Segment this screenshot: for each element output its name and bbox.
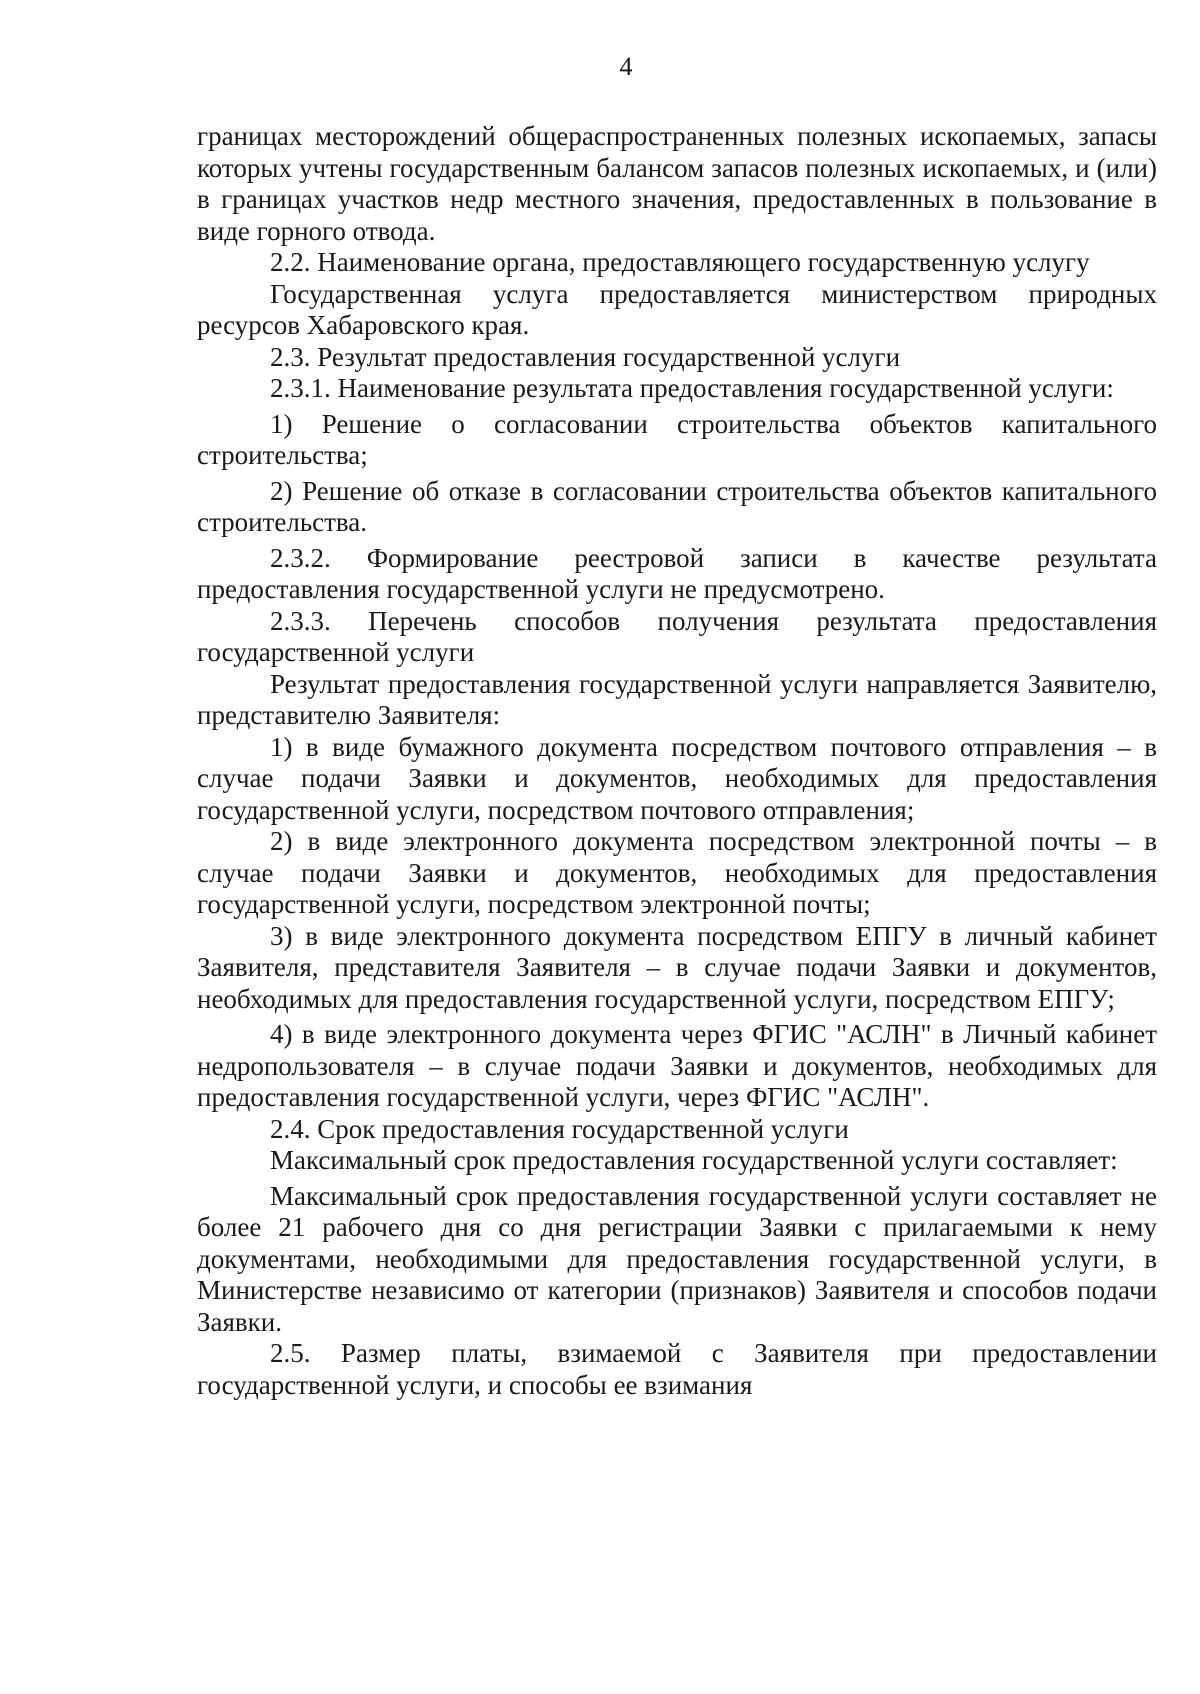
list-item: 2) в виде электронного документа посредством электронной почты – в случае подачи Заявки и документов, необходимых для предоставления государственной услуги, посредством электронной почты; xyxy=(197,826,1157,919)
paragraph: 2.3.3. Перечень способов получения результата предоставления государственной услуги xyxy=(197,605,1157,667)
paragraph: 2.3.1. Наименование результата предоставления государственной услуги: xyxy=(270,373,1114,403)
paragraph: Государственная услуга предоставляется министерством природных ресурсов Хабаровского края. xyxy=(197,278,1157,340)
list-item: 4) в виде электронного документа через ФГИС "АСЛН" в Личный кабинет недропользователя – в случае подачи Заявки и документов, необходимых для предоставления государственной услуги, через ФГИС "АСЛН". xyxy=(197,1019,1157,1112)
paragraph: Максимальный срок предоставления государственной услуги составляет: xyxy=(270,1145,1118,1175)
paragraph: 2.3.2. Формирование реестровой записи в качестве результата предоставления государственной услуги не предусмотрено. xyxy=(197,542,1157,604)
list-item: 1) в виде бумажного документа посредством почтового отправления – в случае подачи Заявки и документов, необходимых для предоставления государственной услуги, посредством почтового отправления; xyxy=(197,731,1157,825)
section-heading-2-3: 2.3. Результат предоставления государственной услуги xyxy=(270,341,901,372)
list-item: 3) в виде электронного документа посредством ЕПГУ в личный кабинет Заявителя, представителя Заявителя – в случае подачи Заявки и документов, необходимых для предоставления государственной услуги, посредством ЕПГУ; xyxy=(197,920,1157,1014)
section-heading-2-4: 2.4. Срок предоставления государственной услуги xyxy=(270,1113,849,1144)
paragraph: Максимальный срок предоставления государственной услуги составляет не более 21 рабочего дня со дня регистрации Заявки с прилагаемыми к нему документами, необходимыми для предоставления государственной услуги, в Министерстве независимо от категории (признаков) Заявителя и способов подачи Заявки. xyxy=(197,1180,1157,1337)
list-item: 2) Решение об отказе в согласовании строительства объектов капитального строительства. xyxy=(197,475,1157,537)
section-heading-2-2: 2.2. Наименование органа, предоставляющего государственную услугу xyxy=(270,247,1090,277)
section-heading-2-5: 2.5. Размер платы, взимаемой с Заявителя при предоставлении государственной услуги, и способы ее взимания xyxy=(197,1338,1157,1400)
page-number: 4 xyxy=(619,52,633,81)
paragraph: границах месторождений общераспространенных полезных ископаемых, запасы которых учтены государственным балансом запасов полезных ископаемых, и (или) в границах участков недр местного значения, предоставленных в пользование в виде горного отвода. xyxy=(197,121,1157,246)
document-body xyxy=(197,121,1157,1401)
paragraph: Результат предоставления государственной услуги направляется Заявителю, представителю Заявителя: xyxy=(197,668,1157,730)
list-item: 1) Решение о согласовании строительства объектов капитального строительства; xyxy=(197,408,1157,470)
